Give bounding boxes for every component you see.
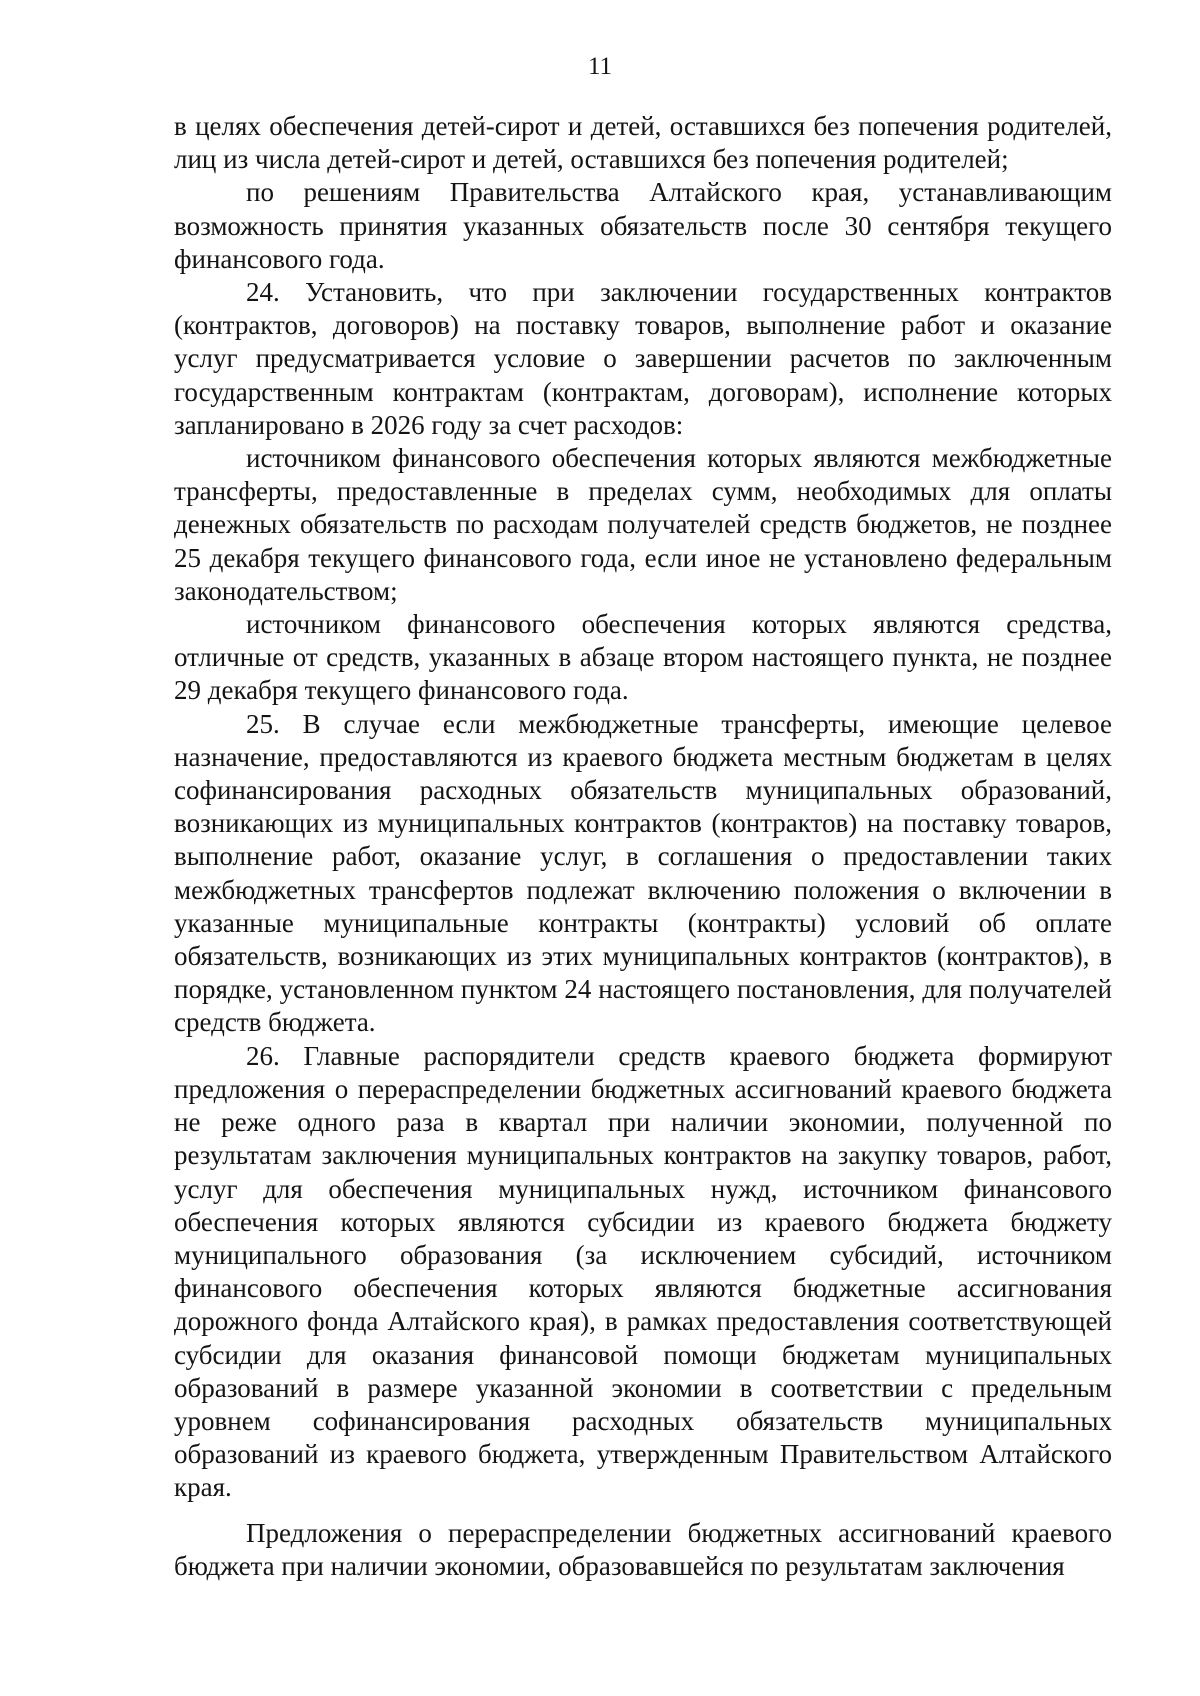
paragraph-intro-continuation: в целях обеспечения детей-сирот и детей, оставшихся без попечения родителей, лиц из числа детей-сирот и детей, оставшихся без попечения родителей; <box>174 111 1112 175</box>
paragraph-item-26-proposals: Предложения о перераспределении бюджетных ассигнований краевого бюджета при наличии экономии, образовавшейся по результатам заключения <box>174 1517 1112 1581</box>
paragraph-government-decisions: по решениям Правительства Алтайского края, устанавливающим возможность принятия указанных обязательств после 30 сентября текущего финансового года. <box>174 177 1112 274</box>
paragraph-item-24: 24. Установить, что при заключении государственных контрактов (контрактов, договоров) на поставку товаров, выполнение работ и оказание услуг предусматривается условие о завершении расчетов по заключенным государственным контрактам (контрактам, договорам), исполнение которых запланировано в 2026 году за счет расходов: <box>174 277 1112 440</box>
paragraph-item-24-interbudget: источником финансового обеспечения которых являются межбюджетные трансферты, предоставленные в пределах сумм, необходимых для оплаты денежных обязательств по расходам получателей средств бюджетов, не позднее 25 декабря текущего финансового года, если иное не установлено федеральным законодательством; <box>174 443 1112 606</box>
paragraph-item-26: 26. Главные распорядители средств краевого бюджета формируют предложения о перераспределении бюджетных ассигнований краевого бюджета не реже одного раза в квартал при наличии экономии, полученной по результатам заключения муниципальных контрактов на закупку товаров, работ, услуг для обеспечения муниципальных нужд, источником финансового обеспечения которых являются субсидии из краевого бюджета бюджету муниципального образования (за исключением субсидий, источником финансового обеспечения которых являются бюджетные ассигнования дорожного фонда Алтайского края), в рамках предоставления соответствующей субсидии для оказания финансовой помощи бюджетам муниципальных образований в размере указанной экономии в соответствии с предельным уровнем софинансирования расходных обязательств муниципальных образований из краевого бюджета, утвержденным Правительством Алтайского края. <box>174 1040 1112 1503</box>
document-body <box>174 110 1112 1583</box>
page-number: 11 <box>587 53 613 80</box>
paragraph-item-25: 25. В случае если межбюджетные трансферты, имеющие целевое назначение, предоставляются из краевого бюджета местным бюджетам в целях софинансирования расходных обязательств муниципальных образований, возникающих из муниципальных контрактов (контрактов) на поставку товаров, выполнение работ, оказание услуг, в соглашения о предоставлении таких межбюджетных трансфертов подлежат включению положения о включении в указанные муниципальные контракты (контракты) условий об оплате обязательств, возникающих из этих муниципальных контрактов (контрактов), в порядке, установленном пунктом 24 настоящего постановления, для получателей средств бюджета. <box>174 708 1112 1038</box>
paragraph-item-24-other: источником финансового обеспечения которых являются средства, отличные от средств, указанных в абзаце втором настоящего пункта, не позднее 29 декабря текущего финансового года. <box>174 609 1112 706</box>
